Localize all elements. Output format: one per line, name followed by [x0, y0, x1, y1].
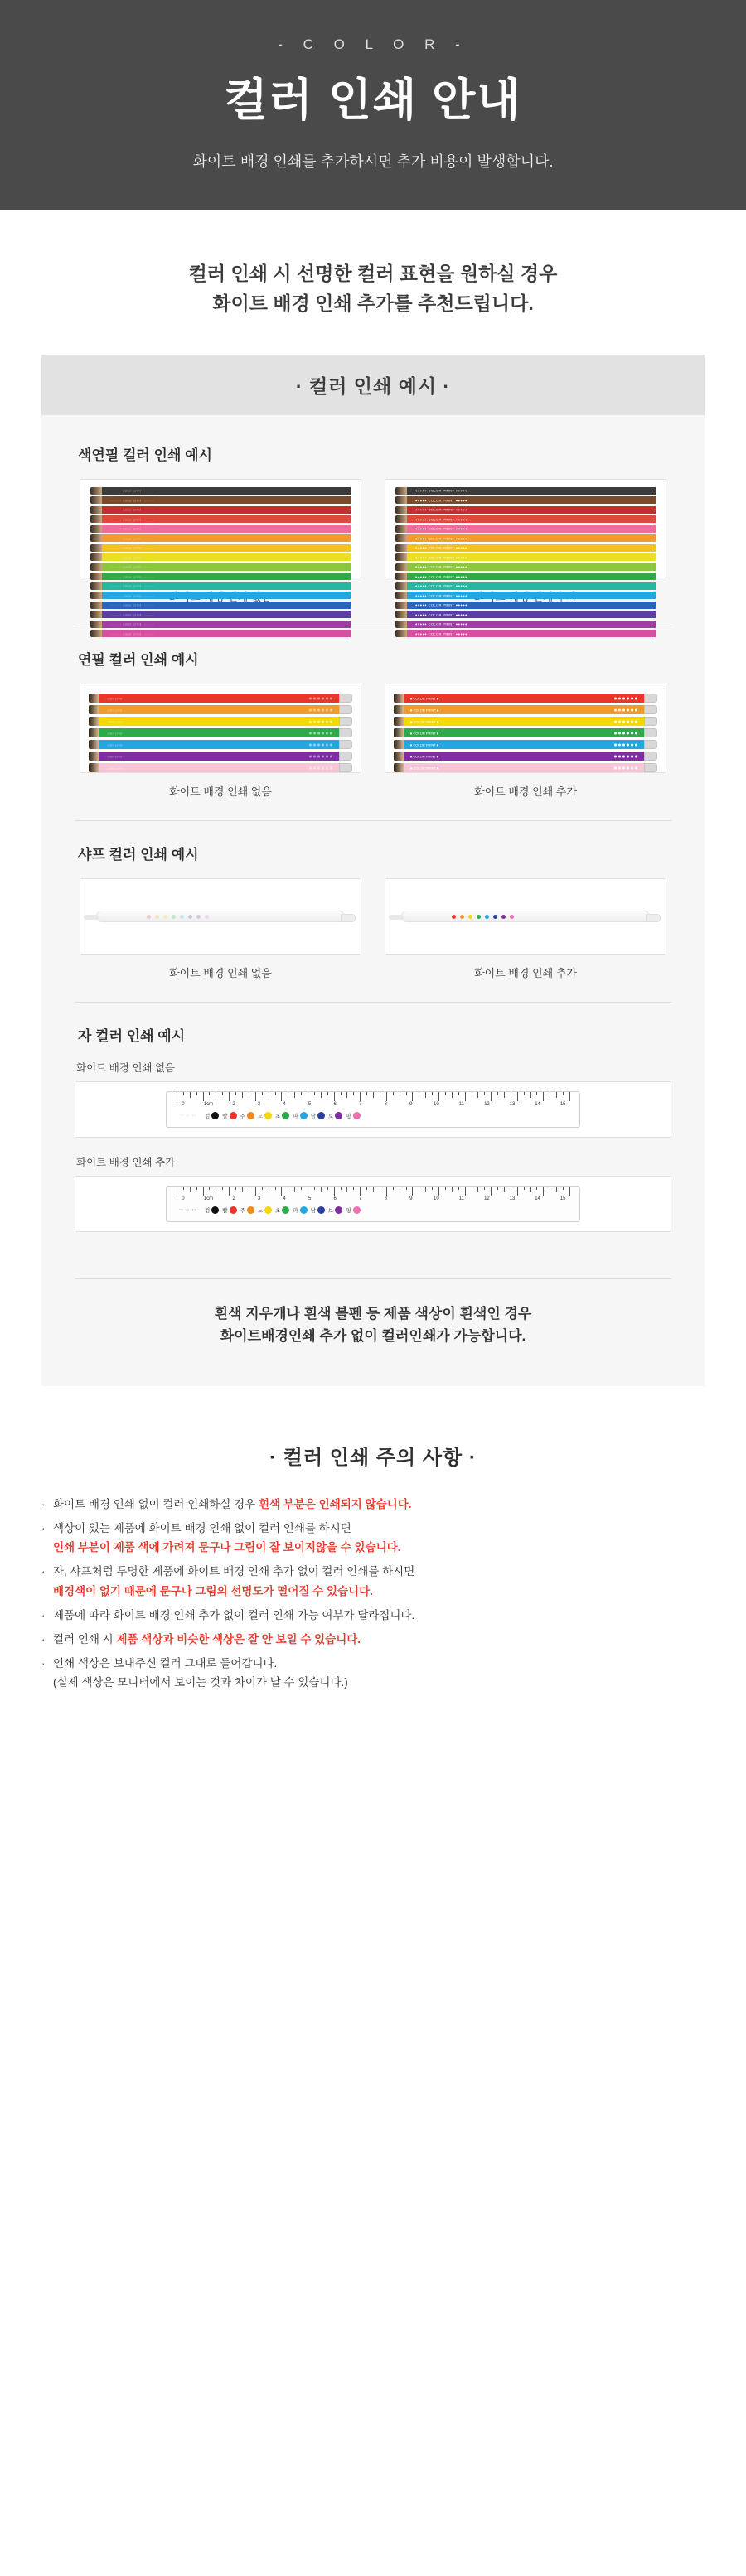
pencil-item: ■ COLOR PRINT ■: [394, 717, 657, 726]
colored-pencil-item: ········ color print ········: [90, 506, 351, 514]
caption-with-white-2: 화이트 배경 인쇄 추가: [474, 785, 577, 799]
ruler-brand-mark: ᄀᄋᄆ: [178, 1210, 198, 1216]
sharp-color-dot: [147, 915, 151, 919]
ruler-tick-label: 0: [182, 1102, 185, 1108]
caution-item: [41, 1495, 705, 1514]
ruler-tick-label: 2: [232, 1102, 235, 1108]
ruler-tick-label: 4: [283, 1102, 286, 1108]
pencil-item: ■ COLOR PRINT ■: [394, 752, 657, 761]
ruler-tick-label: 10: [434, 1102, 439, 1108]
section-colored-pencil: [75, 443, 671, 636]
caution-item: [41, 1630, 705, 1649]
ruler-color-swatch: 노: [258, 1112, 272, 1119]
caution-item: [41, 1654, 705, 1692]
colored-pencil-item: ········ color print ········: [90, 544, 351, 552]
sharp-color-dot: [477, 915, 481, 919]
caution-item-text: 컬러 인쇄 시 제품 색상과 비슷한 색상은 잘 안 보일 수 있습니다.: [53, 1632, 361, 1646]
colored-pencil-item: ●●●●● COLOR PRINT ●●●●●: [395, 592, 656, 599]
colored-pencil-item: ●●●●● COLOR PRINT ●●●●●: [395, 544, 656, 552]
pencil-item: ■ COLOR PRINT ■: [394, 694, 657, 703]
ruler-tick-label: 14: [535, 1102, 540, 1108]
ruler-tick-label: 9: [409, 1196, 413, 1202]
ruler-color-swatch: 초: [275, 1206, 289, 1214]
colored-pencil-item: ········ color print ········: [90, 630, 351, 637]
section-sharp-pen: [75, 820, 671, 1002]
caution-item: [41, 1606, 705, 1625]
sharp-color-dot: [493, 915, 497, 919]
caution-item: [41, 1519, 705, 1557]
colored-pencil-item: ●●●●● COLOR PRINT ●●●●●: [395, 602, 656, 609]
example-without-white-colored-pencil: [80, 479, 361, 636]
ruler-tick-label: 13: [509, 1102, 516, 1108]
photo-pencils-no-white: [80, 684, 361, 773]
hero-eyebrow: - C O L O R -: [278, 36, 468, 52]
pencil-item: · color print ·: [89, 752, 352, 761]
ruler-tick-label: 1cm: [203, 1196, 214, 1202]
pencil-item: ■ COLOR PRINT ■: [394, 705, 657, 714]
ruler-color-swatch: 주: [240, 1206, 254, 1214]
pencil-item: · color print ·: [89, 728, 352, 737]
caution-item-text: 인쇄 색상은 보내주신 컬러 그대로 들어갑니다. (실제 색상은 모니터에서 보이는 것과 차이가 날 수 있습니다.): [53, 1657, 348, 1689]
colored-pencil-item: ········ color print ········: [90, 602, 351, 609]
pencil-item: · color print ·: [89, 763, 352, 772]
ruler-tick-label: 12: [484, 1196, 490, 1202]
ruler-tick-label: 0: [182, 1196, 185, 1202]
colored-pencil-item: ●●●●● COLOR PRINT ●●●●●: [395, 496, 656, 504]
pencil-item: ■ COLOR PRINT ■: [394, 728, 657, 737]
colored-pencil-item: ········ color print ········: [90, 621, 351, 628]
bullet-icon: ·: [41, 1657, 46, 1670]
panel-footnote: [75, 1278, 671, 1347]
page-title: 컬러 인쇄 안내: [224, 75, 522, 125]
ruler-tick-label: 3: [257, 1102, 261, 1108]
bullet-icon: ·: [41, 1497, 46, 1510]
pencil-item: · color print ·: [89, 717, 352, 726]
ruler-tick-label: 10: [434, 1196, 439, 1202]
caution-item: [41, 1562, 705, 1600]
colored-pencil-item: ········ color print ········: [90, 496, 351, 504]
ruler-tick-label: 4: [283, 1196, 286, 1202]
section-pencil: [75, 626, 671, 820]
intro-line-1: 컬러 인쇄 시 선명한 컬러 표현을 원하실 경우: [188, 263, 558, 284]
sharp-color-dot: [501, 915, 506, 919]
ruler-color-swatch: 빨: [222, 1112, 236, 1119]
colored-pencil-item: ········ color print ········: [90, 573, 351, 580]
photo-pencils-with-white: [385, 684, 666, 773]
ruler-tick-label: 14: [535, 1196, 540, 1202]
photo-ruler-no-white: [75, 1081, 671, 1138]
colored-pencil-item: ········ color print ········: [90, 582, 351, 590]
ruler-tick-label: 9: [409, 1102, 413, 1108]
photo-colored-pencils-with-white: [385, 479, 666, 636]
ruler-tick-label: 8: [384, 1102, 387, 1108]
colored-pencil-item: ●●●●● COLOR PRINT ●●●●●: [395, 563, 656, 571]
sharp-color-dot: [485, 915, 489, 919]
pencil-item: · color print ·: [89, 694, 352, 703]
example-with-white-sharp: [385, 878, 666, 980]
ruler-tick-label: 15: [560, 1196, 566, 1202]
ruler-color-swatch: 핑: [346, 1206, 360, 1214]
ruler-color-swatch: 남: [311, 1112, 325, 1119]
section-title-ruler: 자 컬러 인쇄 예시: [78, 1028, 186, 1045]
ruler-color-swatch: 초: [275, 1112, 289, 1119]
ruler-tick-label: 2: [232, 1196, 235, 1202]
sharp-color-dot: [180, 915, 184, 919]
pencil-item: ■ COLOR PRINT ■: [394, 740, 657, 749]
colored-pencil-item: ●●●●● COLOR PRINT ●●●●●: [395, 515, 656, 523]
intro-block: [0, 210, 746, 355]
ruler-tick-label: 13: [509, 1196, 516, 1202]
ruler-tick-label: 7: [359, 1102, 362, 1108]
colored-pencil-item: ●●●●● COLOR PRINT ●●●●●: [395, 621, 656, 628]
example-with-white-colored-pencil: [385, 479, 666, 636]
photo-ruler-with-white: [75, 1176, 671, 1232]
section-ruler: [75, 1002, 671, 1254]
caution-list: [41, 1495, 705, 1693]
caution-section: [0, 1386, 746, 1747]
ruler-tick-label: 11: [458, 1196, 465, 1202]
ruler-color-swatch: 주: [240, 1112, 254, 1119]
ruler-tick-label: 5: [308, 1196, 312, 1202]
sharp-color-dot: [163, 915, 167, 919]
hero-subtitle: 화이트 배경 인쇄를 추가하시면 추가 비용이 발생합니다.: [192, 153, 554, 170]
section-title-sharp-pen: 샤프 컬러 인쇄 예시: [78, 847, 199, 863]
ruler-tick-label: 7: [359, 1196, 362, 1202]
caution-item-text: 색상이 있는 제품에 화이트 배경 인쇄 없이 컬러 인쇄를 하시면 인쇄 부분이 제품 색에 가려져 문구나 그림이 잘 보이지않을 수 있습니다.: [53, 1521, 401, 1554]
sharp-color-dot: [188, 915, 192, 919]
ruler-example-with-white: [75, 1154, 671, 1232]
colored-pencil-item: ●●●●● COLOR PRINT ●●●●●: [395, 525, 656, 533]
ruler-color-swatch: 검: [205, 1206, 219, 1214]
colored-pencil-item: ●●●●● COLOR PRINT ●●●●●: [395, 553, 656, 561]
ruler-tick-label: 5: [308, 1102, 312, 1108]
bullet-icon: ·: [41, 1565, 46, 1578]
sharp-color-dot: [468, 915, 472, 919]
ruler-tick-label: 6: [333, 1102, 337, 1108]
sharp-color-dot: [510, 915, 514, 919]
ruler-tick-label: 3: [257, 1196, 261, 1202]
ruler-color-swatch: 노: [258, 1206, 272, 1214]
caption-without-white-4: 화이트 배경 인쇄 없음: [76, 1062, 176, 1075]
colored-pencil-item: ········ color print ········: [90, 515, 351, 523]
colored-pencil-item: ········ color print ········: [90, 592, 351, 599]
colored-pencil-item: ●●●●● COLOR PRINT ●●●●●: [395, 534, 656, 542]
sharp-color-dot: [452, 915, 456, 919]
ruler-graphic-no-white: [166, 1091, 580, 1128]
caption-without-white-3: 화이트 배경 인쇄 없음: [169, 967, 272, 980]
pencil-item: · color print ·: [89, 705, 352, 714]
photo-sharp-no-white: [80, 878, 361, 955]
ruler-color-swatch: 파: [293, 1206, 307, 1214]
colored-pencil-item: ········ color print ········: [90, 487, 351, 495]
colored-pencil-item: ········ color print ········: [90, 534, 351, 542]
colored-pencil-item: ●●●●● COLOR PRINT ●●●●●: [395, 582, 656, 590]
colored-pencil-item: ●●●●● COLOR PRINT ●●●●●: [395, 611, 656, 618]
ruler-tick-label: 12: [484, 1102, 490, 1108]
photo-sharp-with-white: [385, 878, 666, 955]
examples-panel-header: · 컬러 인쇄 예시 ·: [41, 355, 705, 415]
ruler-color-swatch: 핑: [346, 1112, 360, 1119]
ruler-tick-label: 6: [333, 1196, 337, 1202]
sharp-color-dot: [196, 915, 201, 919]
example-without-white-sharp: [80, 878, 361, 980]
caution-title: · 컬러 인쇄 주의 사항 ·: [269, 1446, 477, 1469]
intro-line-2: 화이트 배경 인쇄 추가를 추천드립니다.: [212, 292, 534, 314]
ruler-tick-label: 1cm: [203, 1102, 214, 1108]
ruler-color-swatch: 파: [293, 1112, 307, 1119]
ruler-brand-mark: ᄀᄋᄆ: [178, 1115, 198, 1122]
caption-without-white-2: 화이트 배경 인쇄 없음: [169, 785, 272, 799]
colored-pencil-item: ········ color print ········: [90, 611, 351, 618]
caution-item-text: 자, 샤프처럼 투명한 제품에 화이트 배경 인쇄 추가 없이 컬러 인쇄를 하시면 배경색이 없기 때문에 문구나 그림의 선명도가 떨어질 수 있습니다.: [53, 1565, 415, 1597]
colored-pencil-item: ········ color print ········: [90, 563, 351, 571]
hero-banner: [0, 0, 746, 210]
examples-panel: [41, 355, 705, 1385]
ruler-example-without-white: [75, 1060, 671, 1138]
colored-pencil-item: ●●●●● COLOR PRINT ●●●●●: [395, 573, 656, 580]
bullet-icon: ·: [41, 1632, 46, 1646]
colored-pencil-item: ●●●●● COLOR PRINT ●●●●●: [395, 506, 656, 514]
example-with-white-pencil: [385, 684, 666, 799]
ruler-tick-label: 8: [384, 1196, 387, 1202]
sharp-color-dot: [460, 915, 464, 919]
bullet-icon: ·: [41, 1608, 46, 1621]
sharp-color-dot: [172, 915, 176, 919]
ruler-color-swatch: 보: [328, 1206, 342, 1214]
sharp-color-dot: [205, 915, 209, 919]
photo-colored-pencils-no-white: [80, 479, 361, 636]
bullet-icon: ·: [41, 1521, 46, 1534]
ruler-tick-label: 15: [560, 1102, 566, 1108]
colored-pencil-item: ●●●●● COLOR PRINT ●●●●●: [395, 487, 656, 495]
colored-pencil-item: ●●●●● COLOR PRINT ●●●●●: [395, 630, 656, 637]
caption-with-white-3: 화이트 배경 인쇄 추가: [474, 967, 577, 980]
pencil-item: ■ COLOR PRINT ■: [394, 763, 657, 772]
ruler-graphic-with-white: [166, 1186, 580, 1222]
pencil-item: · color print ·: [89, 740, 352, 749]
caution-item-text: 화이트 배경 인쇄 없이 컬러 인쇄하실 경우 흰색 부분은 인쇄되지 않습니다.: [53, 1497, 412, 1510]
panel-footnote-line-1: 흰색 지우개나 흰색 볼펜 등 제품 색상이 흰색인 경우: [214, 1306, 532, 1322]
ruler-color-swatch: 검: [205, 1112, 219, 1119]
ruler-color-swatch: 남: [311, 1206, 325, 1214]
colored-pencil-item: ········ color print ········: [90, 525, 351, 533]
sharp-color-dot: [155, 915, 159, 919]
panel-footnote-line-2: 화이트배경인쇄 추가 없이 컬러인쇄가 가능합니다.: [220, 1328, 526, 1345]
colored-pencil-item: ········ color print ········: [90, 553, 351, 561]
section-title-pencil: 연필 컬러 인쇄 예시: [78, 652, 199, 669]
caption-with-white-4: 화이트 배경 인쇄 추가: [76, 1157, 176, 1169]
ruler-color-swatch: 보: [328, 1112, 342, 1119]
example-without-white-pencil: [80, 684, 361, 799]
ruler-tick-label: 11: [458, 1102, 465, 1108]
section-title-colored-pencil: 색연필 컬러 인쇄 예시: [78, 447, 212, 464]
caution-item-text: 제품에 따라 화이트 배경 인쇄 추가 없이 컬러 인쇄 가능 여부가 달라집니다.: [53, 1608, 415, 1621]
ruler-color-swatch: 빨: [222, 1206, 236, 1214]
